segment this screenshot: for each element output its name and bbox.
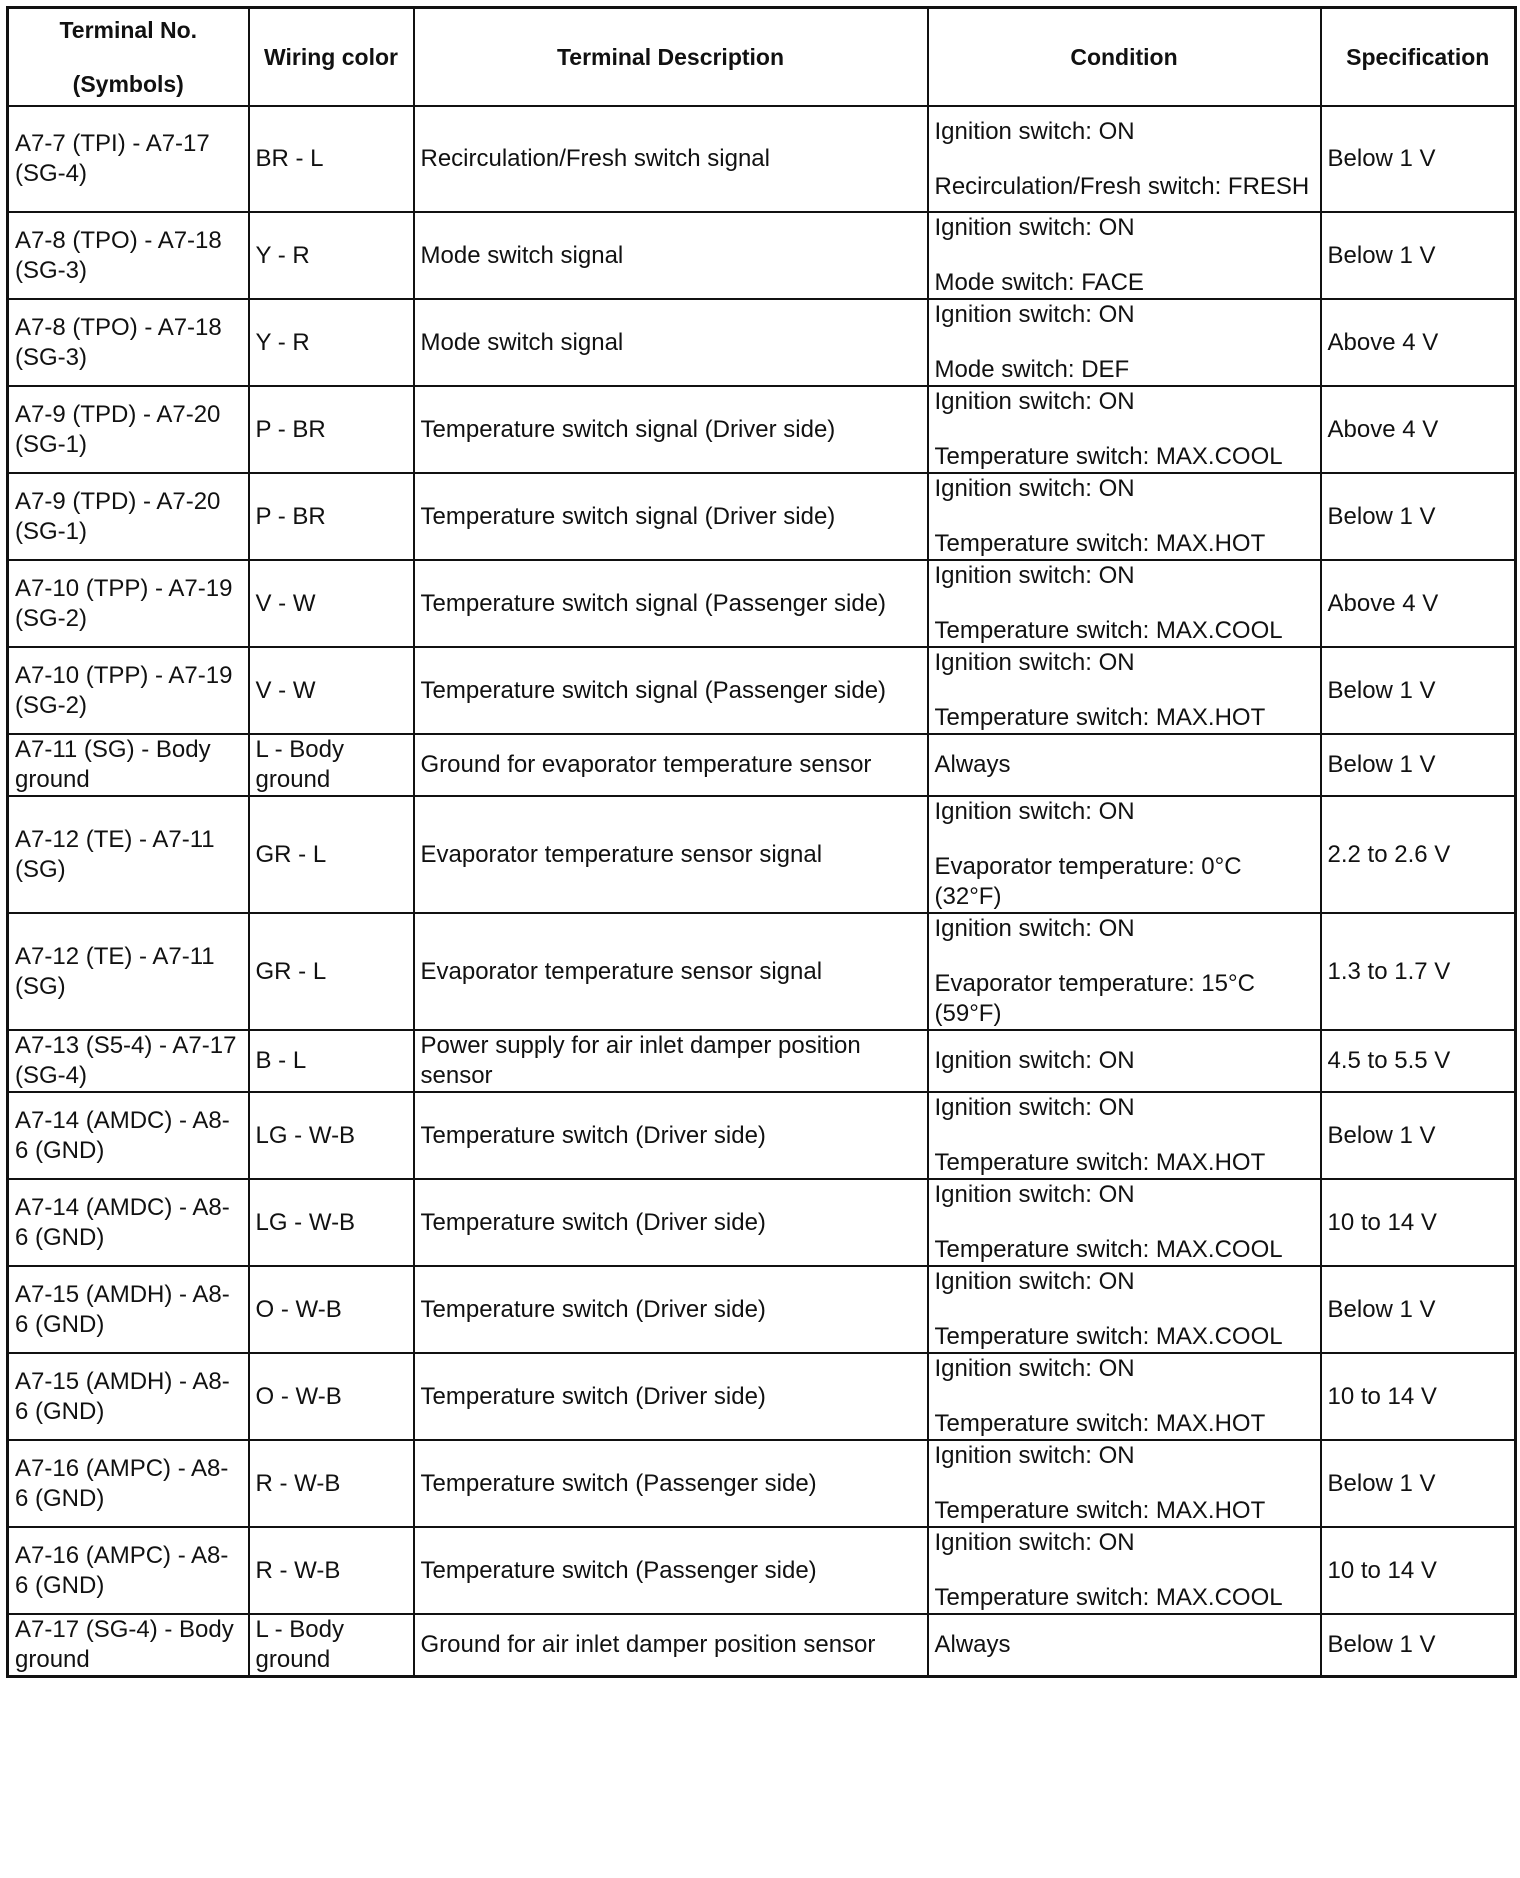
condition-line: Temperature switch: MAX.HOT	[934, 1410, 1266, 1437]
cell-condition	[928, 1266, 1321, 1353]
condition-line: Ignition switch: ON	[934, 214, 1135, 241]
table-row	[8, 212, 1516, 299]
table-row	[8, 1527, 1516, 1614]
condition-line: Mode switch: FACE	[934, 269, 1144, 296]
cell-description: Evaporator temperature sensor signal	[414, 796, 928, 913]
cell-specification: Below 1 V	[1321, 734, 1516, 796]
condition-spacer	[935, 1297, 1314, 1322]
cell-condition	[928, 1030, 1321, 1092]
cell-specification: Below 1 V	[1321, 1440, 1516, 1527]
table-row	[8, 734, 1516, 796]
cell-terminal: A7-8 (TPO) - A7-18 (SG-3)	[8, 299, 249, 386]
cell-description: Evaporator temperature sensor signal	[414, 913, 928, 1030]
condition-spacer	[935, 944, 1314, 969]
table-row	[8, 1266, 1516, 1353]
table-row	[8, 106, 1516, 212]
cell-specification: 10 to 14 V	[1321, 1527, 1516, 1614]
cell-specification: Above 4 V	[1321, 560, 1516, 647]
condition-line: Temperature switch: MAX.HOT	[934, 704, 1266, 731]
cell-description: Temperature switch (Driver side)	[414, 1179, 928, 1266]
cell-condition	[928, 299, 1321, 386]
cell-wiring: R - W-B	[249, 1440, 414, 1527]
condition-line: Temperature switch: MAX.HOT	[934, 530, 1266, 557]
cell-wiring: B - L	[249, 1030, 414, 1092]
cell-wiring: P - BR	[249, 473, 414, 560]
cell-wiring: V - W	[249, 560, 414, 647]
cell-condition	[928, 734, 1321, 796]
cell-specification: 1.3 to 1.7 V	[1321, 913, 1516, 1030]
condition-line: Ignition switch: ON	[934, 475, 1135, 502]
cell-wiring: L - Body ground	[249, 734, 414, 796]
header-wiring: Wiring color	[249, 8, 414, 107]
cell-wiring: Y - R	[249, 212, 414, 299]
condition-line: Ignition switch: ON	[934, 649, 1135, 676]
condition-spacer	[935, 1384, 1314, 1409]
cell-description: Ground for evaporator temperature sensor	[414, 734, 928, 796]
cell-terminal: A7-15 (AMDH) - A8-6 (GND)	[8, 1266, 249, 1353]
cell-description: Recirculation/Fresh switch signal	[414, 106, 928, 212]
condition-line: Temperature switch: MAX.HOT	[934, 1149, 1266, 1176]
condition-line: Ignition switch: ON	[934, 1529, 1135, 1556]
cell-wiring: O - W-B	[249, 1353, 414, 1440]
condition-line: Temperature switch: MAX.COOL	[934, 617, 1283, 644]
table-row	[8, 473, 1516, 560]
condition-spacer	[935, 504, 1314, 529]
header-terminal-line1: Terminal No.	[59, 17, 198, 43]
table-body	[8, 106, 1516, 1677]
cell-terminal: A7-15 (AMDH) - A8-6 (GND)	[8, 1353, 249, 1440]
cell-terminal: A7-14 (AMDC) - A8-6 (GND)	[8, 1179, 249, 1266]
cell-terminal: A7-9 (TPD) - A7-20 (SG-1)	[8, 386, 249, 473]
cell-condition	[928, 796, 1321, 913]
header-specification: Specification	[1321, 8, 1516, 107]
cell-condition	[928, 1353, 1321, 1440]
cell-description: Ground for air inlet damper position sensor	[414, 1614, 928, 1677]
cell-description: Mode switch signal	[414, 212, 928, 299]
cell-specification: 2.2 to 2.6 V	[1321, 796, 1516, 913]
cell-description: Power supply for air inlet damper position sensor	[414, 1030, 928, 1092]
table-row	[8, 913, 1516, 1030]
cell-specification: Below 1 V	[1321, 106, 1516, 212]
cell-description: Temperature switch signal (Passenger side)	[414, 560, 928, 647]
cell-condition	[928, 1440, 1321, 1527]
condition-line: Evaporator temperature: 0°C (32°F)	[934, 853, 1242, 910]
condition-spacer	[935, 1471, 1314, 1496]
table-row	[8, 299, 1516, 386]
cell-wiring: LG - W-B	[249, 1179, 414, 1266]
cell-wiring: Y - R	[249, 299, 414, 386]
cell-specification: 4.5 to 5.5 V	[1321, 1030, 1516, 1092]
cell-description: Temperature switch (Driver side)	[414, 1266, 928, 1353]
cell-wiring: O - W-B	[249, 1266, 414, 1353]
condition-line: Ignition switch: ON	[934, 1047, 1135, 1074]
condition-spacer	[935, 591, 1314, 616]
table-row	[8, 1353, 1516, 1440]
condition-line: Ignition switch: ON	[934, 1094, 1135, 1121]
cell-description: Temperature switch signal (Passenger side)	[414, 647, 928, 734]
cell-condition	[928, 1527, 1321, 1614]
table-row	[8, 1092, 1516, 1179]
cell-specification: Below 1 V	[1321, 1092, 1516, 1179]
condition-line: Temperature switch: MAX.HOT	[934, 1497, 1266, 1524]
condition-spacer	[935, 243, 1314, 268]
table-row	[8, 1179, 1516, 1266]
header-description: Terminal Description	[414, 8, 928, 107]
cell-specification: Below 1 V	[1321, 647, 1516, 734]
condition-line: Recirculation/Fresh switch: FRESH	[934, 172, 1310, 200]
terminal-spec-table-container	[6, 6, 1514, 1678]
cell-specification: Below 1 V	[1321, 473, 1516, 560]
condition-spacer	[935, 678, 1314, 703]
condition-line: Ignition switch: ON	[934, 301, 1135, 328]
condition-line: Mode switch: DEF	[934, 356, 1130, 383]
cell-specification: Below 1 V	[1321, 212, 1516, 299]
cell-condition	[928, 1179, 1321, 1266]
cell-description: Temperature switch (Passenger side)	[414, 1527, 928, 1614]
condition-line: Ignition switch: ON	[934, 117, 1135, 145]
table-row	[8, 1614, 1516, 1677]
cell-condition	[928, 647, 1321, 734]
cell-specification: 10 to 14 V	[1321, 1353, 1516, 1440]
cell-wiring: GR - L	[249, 796, 414, 913]
cell-specification: Above 4 V	[1321, 299, 1516, 386]
condition-line: Always	[934, 751, 1011, 778]
cell-terminal: A7-10 (TPP) - A7-19 (SG-2)	[8, 560, 249, 647]
cell-terminal: A7-8 (TPO) - A7-18 (SG-3)	[8, 212, 249, 299]
cell-condition	[928, 473, 1321, 560]
condition-line: Evaporator temperature: 15°C (59°F)	[934, 970, 1255, 1027]
cell-terminal: A7-16 (AMPC) - A8-6 (GND)	[8, 1440, 249, 1527]
condition-spacer	[935, 330, 1314, 355]
cell-terminal: A7-10 (TPP) - A7-19 (SG-2)	[8, 647, 249, 734]
cell-condition	[928, 212, 1321, 299]
cell-description: Temperature switch (Passenger side)	[414, 1440, 928, 1527]
condition-spacer	[935, 1210, 1314, 1235]
header-terminal	[8, 8, 249, 107]
condition-line: Ignition switch: ON	[934, 798, 1135, 825]
cell-wiring: LG - W-B	[249, 1092, 414, 1179]
cell-specification: 10 to 14 V	[1321, 1179, 1516, 1266]
cell-terminal: A7-9 (TPD) - A7-20 (SG-1)	[8, 473, 249, 560]
cell-condition	[928, 1614, 1321, 1677]
cell-description: Mode switch signal	[414, 299, 928, 386]
condition-spacer	[935, 417, 1314, 442]
condition-spacer	[935, 1123, 1314, 1148]
cell-wiring: R - W-B	[249, 1527, 414, 1614]
table-row	[8, 796, 1516, 913]
condition-line: Temperature switch: MAX.COOL	[934, 443, 1283, 470]
cell-specification: Below 1 V	[1321, 1614, 1516, 1677]
cell-condition	[928, 386, 1321, 473]
header-terminal-line2: (Symbols)	[72, 71, 184, 97]
cell-wiring: BR - L	[249, 106, 414, 212]
condition-line: Ignition switch: ON	[934, 562, 1135, 589]
cell-description: Temperature switch (Driver side)	[414, 1092, 928, 1179]
cell-terminal: A7-12 (TE) - A7-11 (SG)	[8, 796, 249, 913]
table-row	[8, 386, 1516, 473]
condition-line: Ignition switch: ON	[934, 1268, 1135, 1295]
cell-condition	[928, 560, 1321, 647]
table-row	[8, 1030, 1516, 1092]
cell-condition	[928, 106, 1321, 212]
table-row	[8, 647, 1516, 734]
cell-terminal: A7-14 (AMDC) - A8-6 (GND)	[8, 1092, 249, 1179]
condition-line: Ignition switch: ON	[934, 1181, 1135, 1208]
condition-line: Temperature switch: MAX.COOL	[934, 1323, 1283, 1350]
header-row	[8, 8, 1516, 107]
cell-condition	[928, 913, 1321, 1030]
condition-line: Ignition switch: ON	[934, 1442, 1135, 1469]
header-condition: Condition	[928, 8, 1321, 107]
cell-terminal: A7-11 (SG) - Body ground	[8, 734, 249, 796]
condition-line: Ignition switch: ON	[934, 1355, 1135, 1382]
cell-wiring: GR - L	[249, 913, 414, 1030]
cell-terminal: A7-13 (S5-4) - A7-17 (SG-4)	[8, 1030, 249, 1092]
cell-specification: Below 1 V	[1321, 1266, 1516, 1353]
cell-specification: Above 4 V	[1321, 386, 1516, 473]
condition-line: Always	[934, 1631, 1011, 1658]
cell-wiring: V - W	[249, 647, 414, 734]
cell-terminal: A7-12 (TE) - A7-11 (SG)	[8, 913, 249, 1030]
cell-terminal: A7-17 (SG-4) - Body ground	[8, 1614, 249, 1677]
cell-condition	[928, 1092, 1321, 1179]
table-header	[8, 8, 1516, 107]
table-row	[8, 560, 1516, 647]
condition-line: Temperature switch: MAX.COOL	[934, 1584, 1283, 1611]
cell-terminal: A7-16 (AMPC) - A8-6 (GND)	[8, 1527, 249, 1614]
condition-line: Ignition switch: ON	[934, 388, 1135, 415]
cell-terminal: A7-7 (TPI) - A7-17 (SG-4)	[8, 106, 249, 212]
cell-wiring: P - BR	[249, 386, 414, 473]
condition-line: Temperature switch: MAX.COOL	[934, 1236, 1283, 1263]
cell-description: Temperature switch signal (Driver side)	[414, 473, 928, 560]
cell-description: Temperature switch (Driver side)	[414, 1353, 928, 1440]
table-row	[8, 1440, 1516, 1527]
terminal-spec-table	[6, 6, 1517, 1678]
condition-spacer	[935, 827, 1314, 852]
cell-wiring: L - Body ground	[249, 1614, 414, 1677]
condition-spacer	[935, 147, 1314, 172]
condition-spacer	[935, 1558, 1314, 1583]
condition-line: Ignition switch: ON	[934, 915, 1135, 942]
cell-description: Temperature switch signal (Driver side)	[414, 386, 928, 473]
